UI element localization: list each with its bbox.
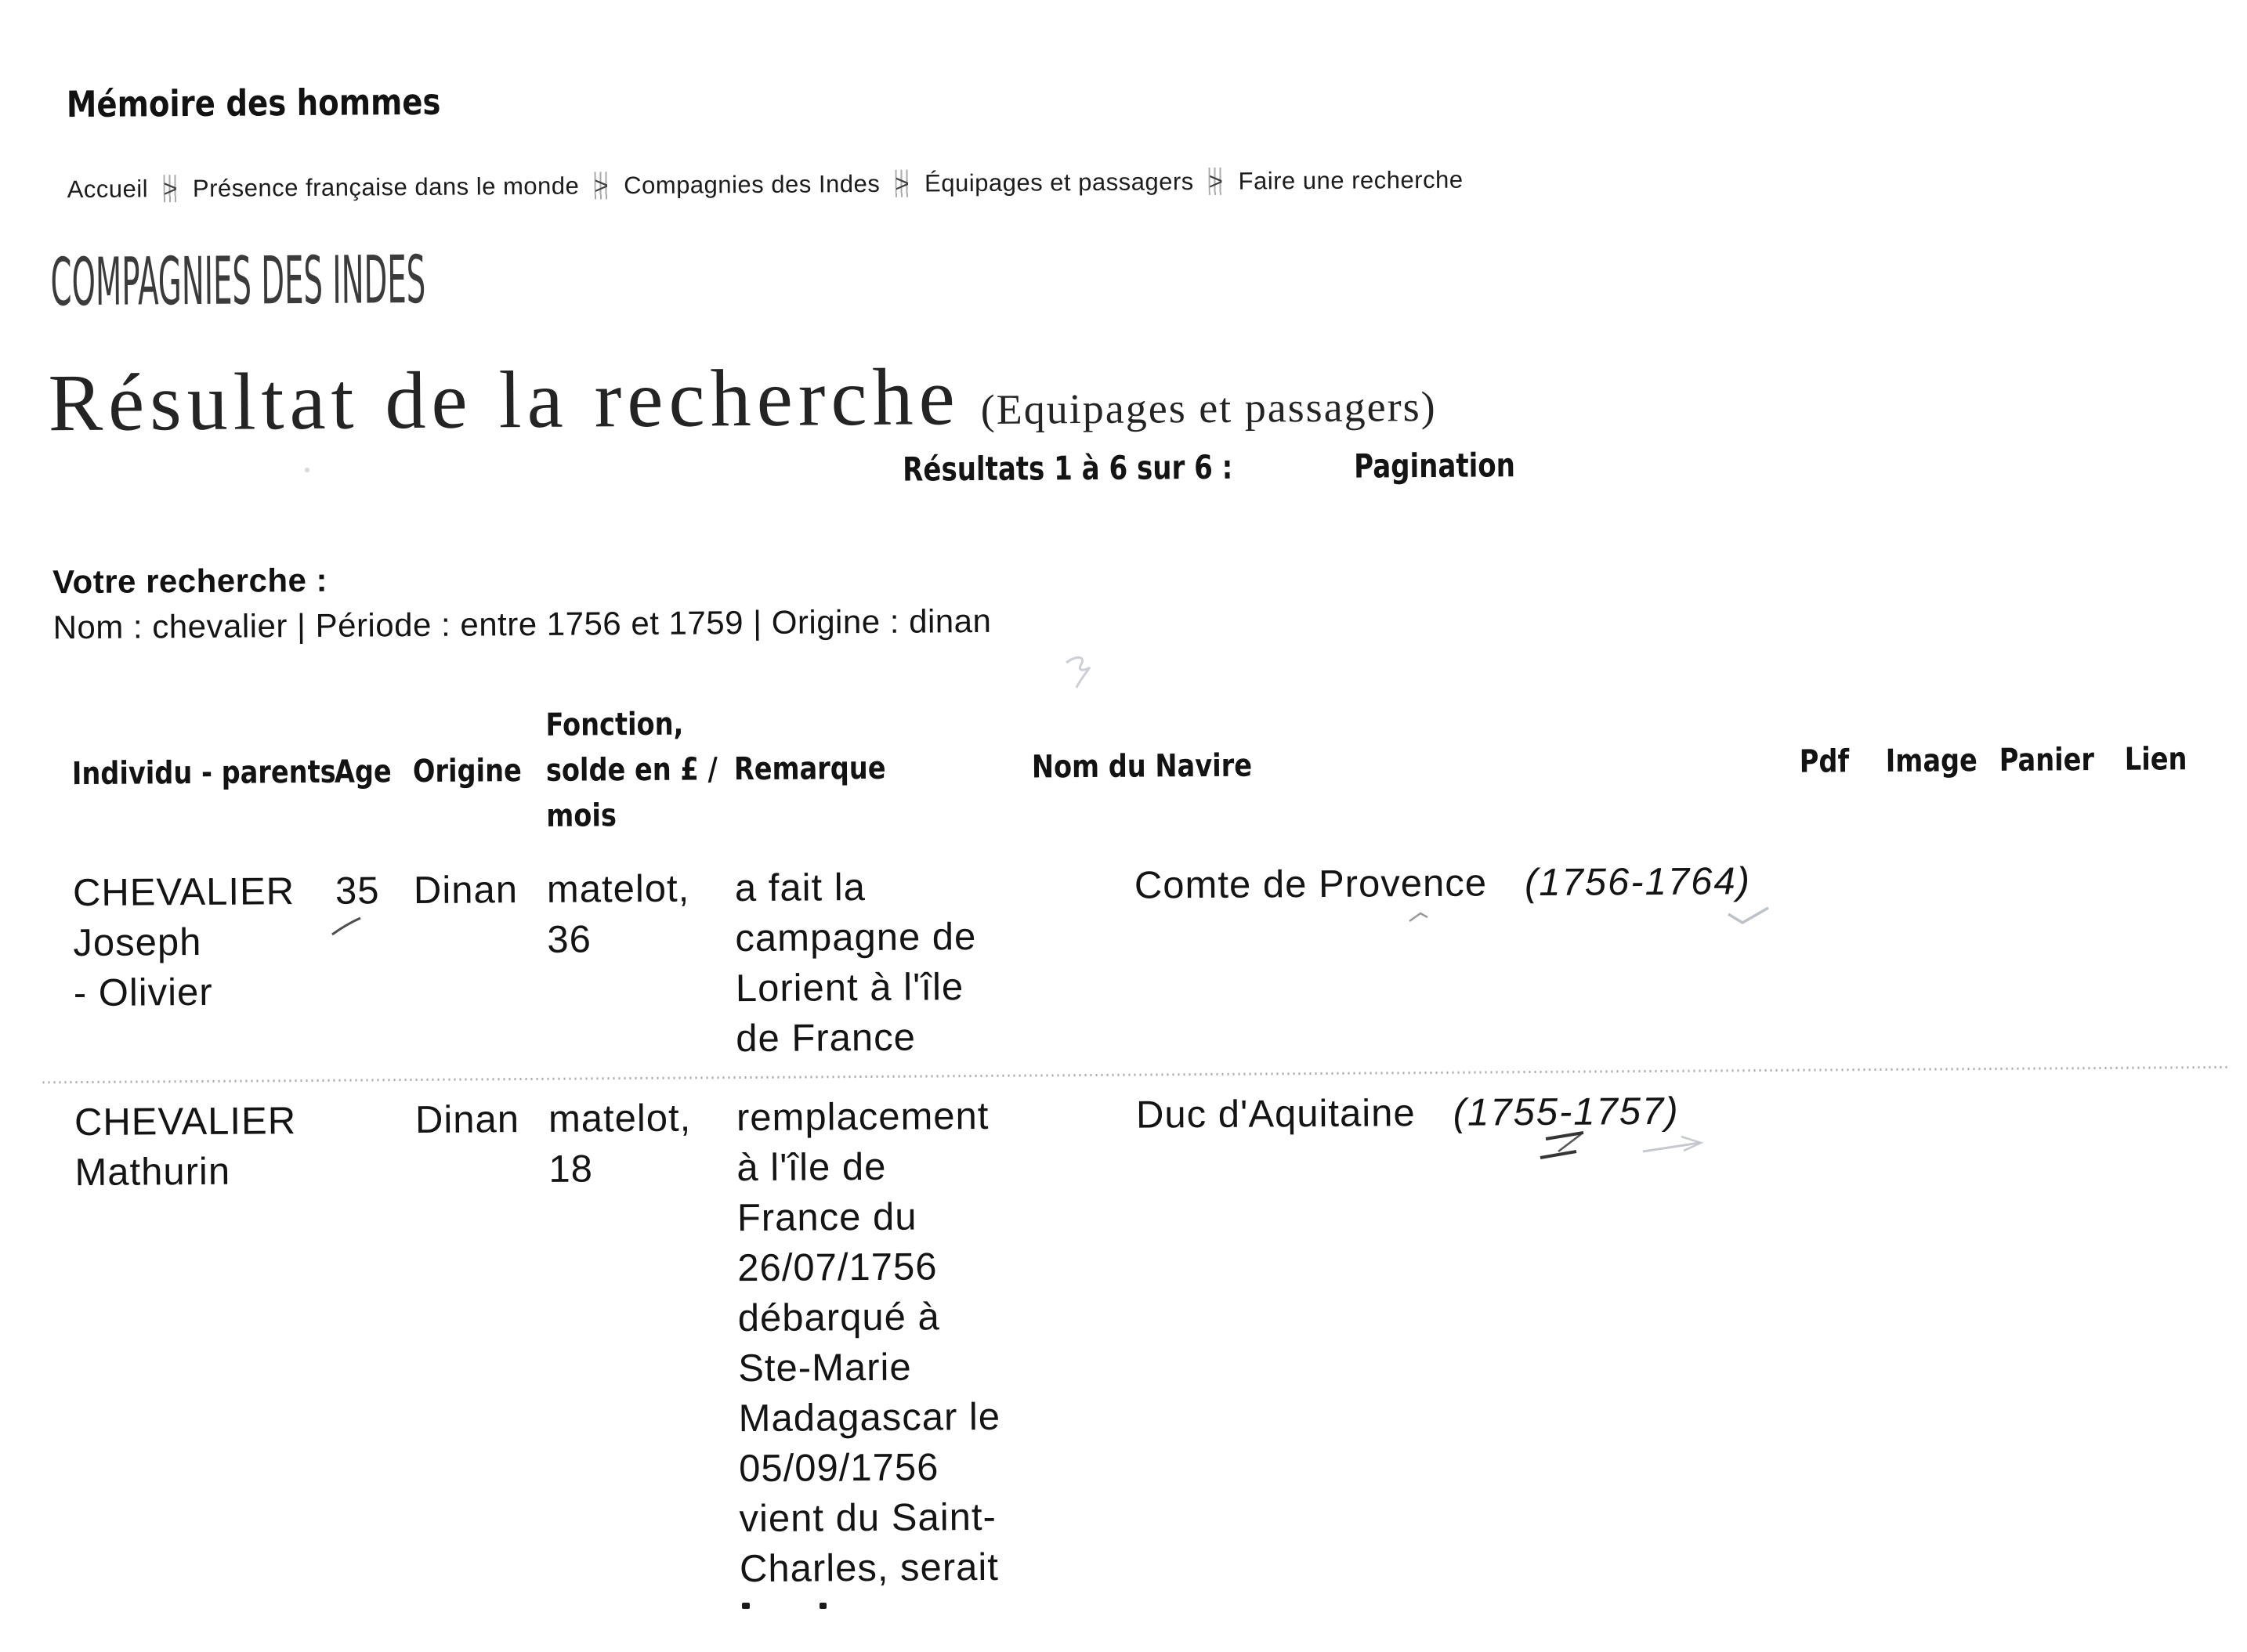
page-title-text: Résultat de la recherche — [48, 351, 961, 448]
row-separator-dotted — [43, 1066, 2229, 1083]
cell-lien — [2127, 1083, 2232, 1585]
cell-panier — [2000, 854, 2127, 1055]
page-title — [48, 351, 1437, 446]
col-header-origine: Origine — [412, 753, 522, 790]
search-criteria: Nom : chevalier | Période : entre 1756 et 1759 | Origine : dinan — [52, 602, 992, 646]
col-header-age: Age — [334, 754, 392, 790]
results-count: Résultats 1 à 6 sur 6 : — [903, 447, 1233, 489]
pagination-label[interactable]: Pagination — [1353, 446, 1515, 486]
cell-individu: CHEVALIER Mathurin — [74, 1100, 297, 1195]
result-row-chevalier-mathurin — [74, 1083, 2232, 1599]
cell-image — [1887, 855, 2002, 1056]
breadcrumb-separator: > — [163, 175, 178, 203]
cell-pdf — [1802, 1085, 1891, 1587]
col-header-image: Image — [1885, 743, 1978, 779]
cell-individu: CHEVALIER Joseph - Olivier — [72, 870, 295, 1015]
cell-fonction: matelot, 36 — [546, 867, 690, 961]
results-table — [71, 665, 2232, 1599]
site-title — [66, 80, 512, 126]
section-kicker-text: COMPAGNIES DES INDES — [50, 240, 426, 321]
col-header-lien: Lien — [2124, 741, 2187, 778]
result-row-chevalier-joseph — [73, 853, 2229, 1068]
col-header-nom-du-navire: Nom du Navire — [1031, 747, 1253, 786]
section-kicker — [50, 240, 866, 321]
ship-name[interactable]: Duc d'Aquitaine — [1135, 1092, 1416, 1137]
breadcrumb-link-compagnies-des-indes[interactable]: Compagnies des Indes — [624, 169, 881, 200]
breadcrumb-link-faire-une-recherche[interactable]: Faire une recherche — [1238, 165, 1464, 195]
results-summary-line — [903, 447, 1553, 488]
ship-dates: (1756-1764) — [1524, 860, 1752, 905]
search-label: Votre recherche : — [52, 561, 328, 601]
cell-pdf — [1800, 855, 1888, 1057]
cell-image — [1888, 1084, 2005, 1586]
breadcrumb-separator: > — [1208, 167, 1224, 195]
breadcrumb — [67, 164, 1464, 206]
breadcrumb-link-accueil[interactable]: Accueil — [67, 175, 149, 204]
breadcrumb-separator: > — [594, 172, 610, 200]
breadcrumb-separator: > — [895, 169, 910, 197]
cell-fonction: matelot, 18 — [548, 1097, 692, 1191]
breadcrumb-link-presence-francaise[interactable]: Présence française dans le monde — [192, 172, 580, 202]
cell-remarque: remplacement à l'île de France du 26/07/1756 débarqué à Ste-Marie Madagascar le 05/09/1756 vient du Saint- Charles, serait — [736, 1094, 1001, 1591]
col-header-panier: Panier — [1999, 742, 2095, 779]
cell-panier — [2002, 1083, 2130, 1585]
breadcrumb-link-equipages-passagers[interactable]: Équipages et passagers — [924, 168, 1194, 197]
cell-navire — [1034, 1086, 1805, 1592]
cell-age: 35 — [335, 869, 380, 913]
col-header-individu-parents: Individu - parents — [71, 754, 336, 793]
cell-navire — [1033, 856, 1802, 1062]
page-subtitle: (Equipages et passagers) — [980, 382, 1437, 433]
cell-remarque: a fait la campagne de Lorient à l'île de France — [734, 866, 977, 1061]
cell-origine: Dinan — [413, 869, 519, 913]
cell-age — [337, 1095, 418, 1597]
table-header-row — [71, 665, 2227, 868]
cell-lien — [2126, 853, 2229, 1054]
ship-dates: (1755-1757) — [1453, 1090, 1680, 1134]
col-header-fonction-solde: Fonction, solde en £ / mois — [545, 706, 718, 834]
col-header-pdf: Pdf — [1799, 743, 1850, 780]
col-header-remarque: Remarque — [733, 750, 886, 788]
cell-origine: Dinan — [414, 1098, 520, 1142]
ship-name[interactable]: Comte de Provence — [1134, 862, 1488, 907]
site-title-text: Mémoire des hommes — [66, 80, 441, 126]
